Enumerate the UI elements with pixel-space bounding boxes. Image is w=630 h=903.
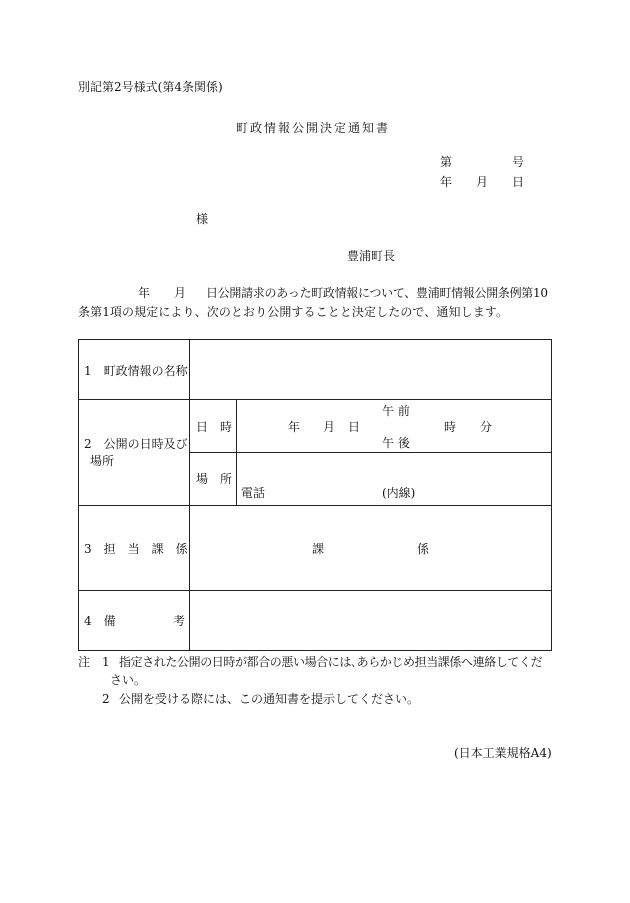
note1-number: 1: [102, 655, 110, 669]
datetime-label: 日 時: [196, 420, 233, 434]
date-month: 月: [476, 175, 489, 189]
row-divider: [79, 590, 551, 591]
document-title: 町政情報公開決定通知書: [236, 121, 391, 135]
row3-label: 3 担 当 課 係: [84, 542, 188, 556]
body-month: 月: [174, 286, 187, 300]
note2-text: 公開を受ける際には、この通知書を提示してください。: [119, 692, 420, 706]
datetime-month: 月: [323, 420, 336, 434]
body-year: 年: [138, 286, 151, 300]
datetime-am: 午 前: [382, 404, 410, 418]
row4-label-b: 考: [173, 614, 186, 628]
place-extension: (内線): [382, 486, 416, 500]
addressee-suffix: 様: [196, 212, 209, 226]
column-divider: [236, 399, 237, 505]
datetime-hour: 時: [444, 420, 457, 434]
note1-text-cont: さい。: [110, 673, 147, 687]
note2-number: 2: [102, 692, 110, 706]
body-line1: 日公開請求のあった町政情報について、豊浦町情報公開条例第10: [206, 286, 548, 300]
paper-size-note: (日本工業規格A4): [454, 746, 552, 760]
issuer: 豊浦町長: [347, 249, 396, 263]
row4-label-a: 4 備: [84, 614, 116, 628]
disclosure-table: [78, 339, 552, 651]
row3-kakari: 係: [417, 542, 430, 556]
datetime-minute: 分: [480, 420, 493, 434]
row-divider: [79, 505, 551, 506]
datetime-year: 年: [288, 420, 301, 434]
row3-ka: 課: [312, 542, 325, 556]
date-day: 日: [512, 175, 525, 189]
body-line2: 条第1項の規定により、次のとおり公開することと決定したので、通知します。: [78, 305, 509, 319]
place-label: 場 所: [196, 472, 233, 486]
row1-label: 1 町政情報の名称: [84, 364, 188, 378]
column-divider: [189, 340, 190, 650]
note1-text: 指定された公開の日時が都合の悪い場合には､あらかじめ担当課係へ連絡してくだ: [119, 655, 543, 669]
row2-label-b: 場所: [90, 454, 115, 468]
number-go: 号: [512, 155, 525, 169]
datetime-pm: 午 後: [382, 436, 410, 450]
number-dai: 第: [440, 155, 453, 169]
notes-prefix: 注: [78, 655, 91, 669]
place-phone: 電話: [241, 486, 266, 500]
row2-label-a: 2 公開の日時及び: [84, 437, 188, 451]
date-year: 年: [440, 175, 453, 189]
datetime-day: 日: [348, 420, 361, 434]
row-divider: [79, 399, 551, 400]
form-reference: 別記第2号様式(第4条関係): [78, 80, 223, 94]
row-divider: [190, 452, 551, 453]
